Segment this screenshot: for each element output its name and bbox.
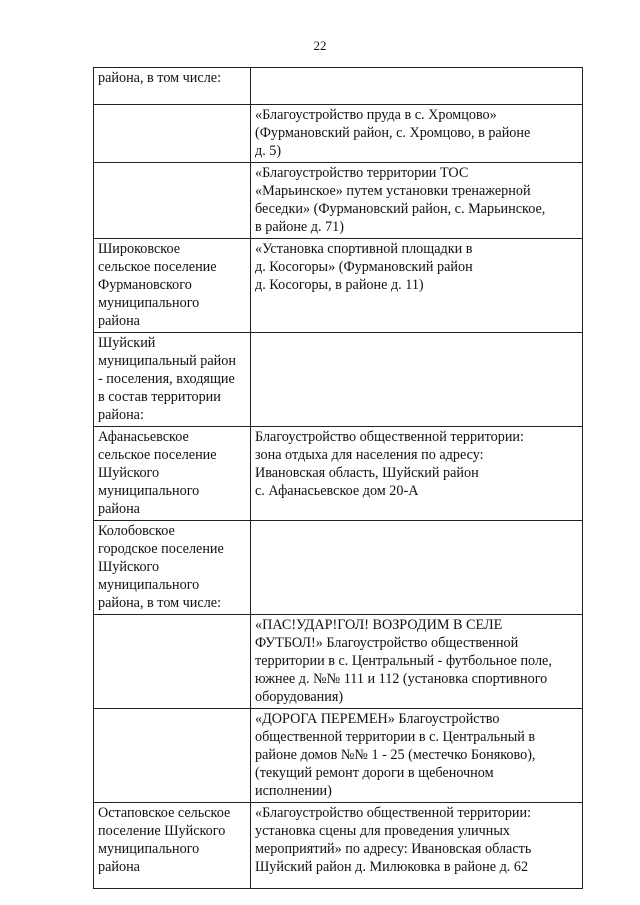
- municipality-text: Колобовское городское поселение Шуйского муниципального района, в том числе:: [98, 523, 224, 611]
- project-cell: [251, 803, 583, 889]
- table-row: [94, 333, 583, 427]
- project-text: «ДОРОГА ПЕРЕМЕН» Благоустройство общественной территории в с. Центральный в районе домов №№ 1 - 25 (местечко Боняково), (текущий ремонт дороги в щебеночном исполнении): [255, 711, 536, 799]
- municipality-cell: [94, 427, 251, 521]
- table-row: [94, 163, 583, 239]
- project-text: Благоустройство общественной территории: зона отдыха для населения по адресу: Ивановская область, Шуйский район с. Афанасьевское дом 20-А: [255, 429, 524, 499]
- municipality-cell: [94, 105, 251, 163]
- project-text: «Благоустройство общественной территории: установка сцены для проведения уличных мероприятий» по адресу: Ивановская область Шуйский район д. Милюковка в районе д. 62: [255, 805, 532, 875]
- municipality-text: Шуйский муниципальный район - поселения, входящие в состав территории района:: [98, 335, 236, 423]
- municipality-cell: [94, 333, 251, 427]
- projects-table: [93, 67, 583, 889]
- project-cell: [251, 615, 583, 709]
- municipality-text: Остаповское сельское поселение Шуйского муниципального района: [98, 805, 231, 875]
- table-row: [94, 521, 583, 615]
- table-row: [94, 427, 583, 521]
- project-cell: [251, 427, 583, 521]
- table-row: [94, 239, 583, 333]
- municipality-cell: [94, 615, 251, 709]
- project-cell: [251, 521, 583, 615]
- project-cell: [251, 163, 583, 239]
- municipality-text: Широковское сельское поселение Фурмановского муниципального района: [98, 241, 217, 329]
- page-number: 22: [313, 38, 327, 53]
- municipality-cell: [94, 163, 251, 239]
- table-row: [94, 68, 583, 105]
- project-cell: [251, 105, 583, 163]
- project-cell: [251, 333, 583, 427]
- municipality-cell: [94, 239, 251, 333]
- municipality-cell: [94, 521, 251, 615]
- project-text: «Установка спортивной площадки в д. Косогоры» (Фурмановский район д. Косогоры, в районе д. 11): [255, 241, 473, 293]
- project-text: «Благоустройство пруда в с. Хромцово» (Фурмановский район, с. Хромцово, в районе д. 5): [255, 107, 531, 159]
- municipality-text: Афанасьевское сельское поселение Шуйского муниципального района: [98, 429, 217, 517]
- project-cell: [251, 709, 583, 803]
- municipality-cell: [94, 709, 251, 803]
- project-cell: [251, 68, 583, 105]
- project-text: «ПАС!УДАР!ГОЛ! ВОЗРОДИМ В СЕЛЕ ФУТБОЛ!» Благоустройство общественной территории в с. Центральный - футбольное поле, южнее д. №№ 111 и 112 (установка спортивного оборудования): [255, 617, 552, 705]
- municipality-cell: [94, 803, 251, 889]
- project-cell: [251, 239, 583, 333]
- table-row: [94, 803, 583, 889]
- table-row: [94, 105, 583, 163]
- municipality-cell: [94, 68, 251, 105]
- table-row: [94, 615, 583, 709]
- table-row: [94, 709, 583, 803]
- project-text: «Благоустройство территории ТОС «Марьинское» путем установки тренажерной беседки» (Фурмановский район, с. Марьинское, в районе д. 71): [255, 165, 546, 235]
- municipality-text: района, в том числе:: [98, 70, 222, 86]
